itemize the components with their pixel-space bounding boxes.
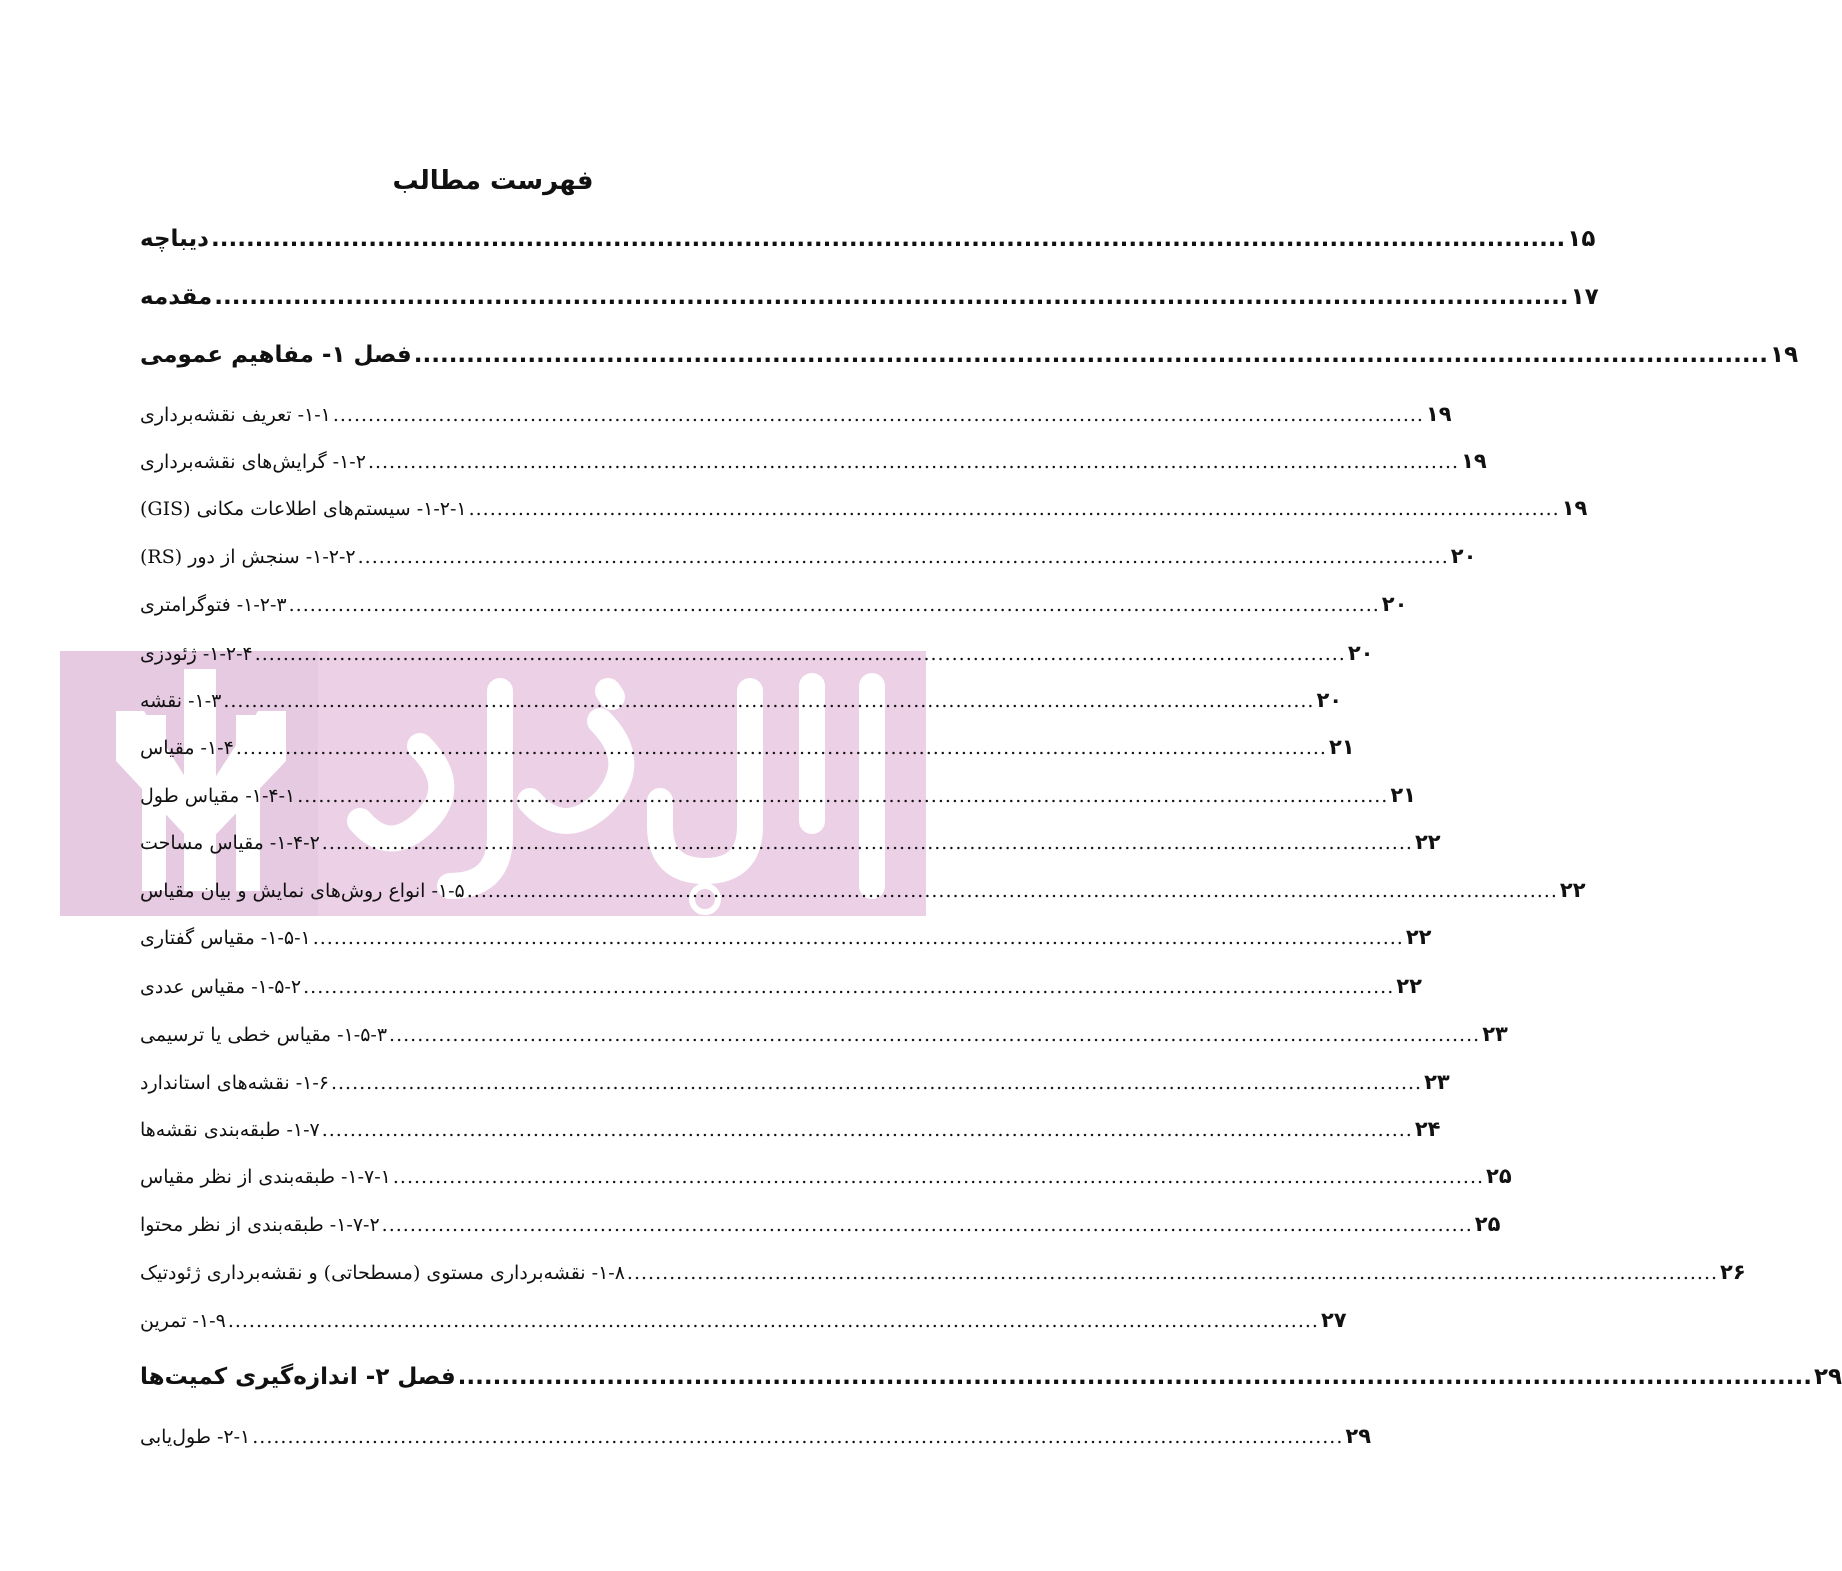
- toc-entry-chapter-1[interactable]: [140, 342, 1799, 376]
- toc-entry-section-1-9[interactable]: [140, 1308, 1347, 1342]
- toc-entry-page: ۱۹: [1461, 449, 1487, 473]
- dot-leader: ...........................................................................................................................................................: [468, 498, 1560, 520]
- toc-entry-section-1-8[interactable]: [140, 1260, 1746, 1294]
- toc-entry-label: ۱-۲-۴- ژئودزی: [140, 643, 253, 665]
- toc-entry-page: ۲۰: [1450, 544, 1477, 568]
- toc-entry-label: ۱-۵-۲- مقیاس عددی: [140, 976, 302, 998]
- toc-entry-section-1-5-3[interactable]: [140, 1022, 1508, 1056]
- toc-entry-label: دیباچه: [140, 226, 209, 252]
- toc-entry-label: ۱-۱- تعریف نقشه‌برداری: [140, 404, 331, 426]
- toc-entry-page: ۱۷: [1570, 284, 1599, 310]
- toc-entry-page: ۲۳: [1482, 1022, 1508, 1046]
- dot-leader: ...........................................................................................................................................................: [211, 226, 1566, 252]
- toc-entry-section-1-5-1[interactable]: [140, 925, 1432, 959]
- toc-entry-page: ۲۲: [1414, 830, 1441, 854]
- dot-leader: ...........................................................................................................................................................: [457, 1364, 1812, 1390]
- toc-entry-label: ۱-۳- نقشه: [140, 690, 222, 712]
- toc-entry-label: ۱-۴- مقیاس: [140, 737, 234, 759]
- dot-leader: ...........................................................................................................................................................: [466, 880, 1558, 902]
- toc-entry-page: ۲۹: [1813, 1364, 1842, 1390]
- toc-entry-label: ۱-۵- انواع روش‌های نمایش و بیان مقیاس: [140, 880, 465, 902]
- dot-leader: ...........................................................................................................................................................: [214, 284, 1569, 310]
- toc-entry-section-1-6[interactable]: [140, 1070, 1450, 1104]
- toc-entry-section-1-4-1[interactable]: [140, 783, 1416, 817]
- toc-entry-label: ۱-۵-۱- مقیاس گفتاری: [140, 927, 311, 949]
- toc-entry-page: ۲۶: [1720, 1260, 1746, 1284]
- dot-leader: ...........................................................................................................................................................: [254, 643, 1346, 665]
- toc-entry-page: ۲۵: [1474, 1212, 1501, 1236]
- dot-leader: ...........................................................................................................................................................: [223, 690, 1315, 712]
- toc-entry-label: ۱-۷- طبقه‌بندی نقشه‌ها: [140, 1119, 320, 1141]
- toc-entry-page: ۲۰: [1347, 641, 1374, 665]
- toc-entry-label: ۱-۲-۲- سنجش از دور (RS): [140, 546, 356, 568]
- toc-entry-section-1-3[interactable]: [140, 688, 1343, 722]
- toc-entry-label: ۱-۶- نقشه‌های استاندارد: [140, 1072, 329, 1094]
- toc-entry-label: مقدمه: [140, 284, 213, 310]
- toc-entry-page: ۲۲: [1396, 974, 1422, 998]
- toc-entry-page: ۱۵: [1567, 226, 1596, 252]
- toc-entry-page: ۲۹: [1345, 1424, 1372, 1448]
- toc-entry-section-1-7-1[interactable]: [140, 1164, 1512, 1198]
- toc-entry-page: ۲۲: [1559, 878, 1586, 902]
- toc-entry-chapter-2[interactable]: [140, 1364, 1842, 1398]
- toc-entry-section-1-1[interactable]: [140, 402, 1452, 436]
- toc-entry-preface[interactable]: [140, 226, 1596, 260]
- toc-entry-section-1-2-3[interactable]: [140, 592, 1408, 626]
- toc-entry-section-1-5-2[interactable]: [140, 974, 1422, 1008]
- toc-entry-label: ۱-۲-۱- سیستم‌های اطلاعات مکانی (GIS): [140, 498, 467, 520]
- toc-entry-section-1-2-1[interactable]: [140, 496, 1588, 530]
- toc-entry-page: ۱۹: [1561, 496, 1588, 520]
- dot-leader: ...........................................................................................................................................................: [235, 737, 1327, 759]
- toc-entry-label: ۱-۹- تمرین: [140, 1310, 226, 1332]
- dot-leader: ...........................................................................................................................................................: [330, 1072, 1423, 1094]
- toc-entry-section-1-4-2[interactable]: [140, 830, 1441, 864]
- dot-leader: ...........................................................................................................................................................: [303, 976, 1395, 998]
- toc-entry-label: ۱-۲- گرایش‌های نقشه‌برداری: [140, 451, 366, 473]
- dot-leader: ...........................................................................................................................................................: [288, 594, 1380, 616]
- toc-entry-page: ۲۴: [1414, 1117, 1441, 1141]
- toc-entry-page: ۲۲: [1405, 925, 1432, 949]
- toc-entry-page: ۱۹: [1425, 402, 1452, 426]
- dot-leader: ...........................................................................................................................................................: [626, 1262, 1719, 1284]
- toc-entry-label: فصل ۲- اندازه‌گیری کمیت‌ها: [140, 1364, 456, 1390]
- toc-entry-page: ۲۳: [1424, 1070, 1450, 1094]
- toc-entry-section-2-1[interactable]: [140, 1424, 1372, 1458]
- toc-entry-page: ۲۱: [1328, 735, 1355, 759]
- dot-leader: ...........................................................................................................................................................: [252, 1426, 1344, 1448]
- dot-leader: ...........................................................................................................................................................: [332, 404, 1424, 426]
- dot-leader: ...........................................................................................................................................................: [297, 785, 1389, 807]
- toc-entry-page: ۲۵: [1486, 1164, 1512, 1188]
- dot-leader: ...........................................................................................................................................................: [321, 832, 1413, 854]
- toc-entry-label: ۱-۴-۱- مقیاس طول: [140, 785, 296, 807]
- toc-entry-section-1-2-4[interactable]: [140, 641, 1374, 675]
- toc-entry-section-1-7-2[interactable]: [140, 1212, 1501, 1246]
- page-title: فهرست مطالب: [392, 166, 594, 196]
- toc-entry-section-1-7[interactable]: [140, 1117, 1441, 1151]
- toc-entry-page: ۱۹: [1770, 342, 1799, 368]
- dot-leader: ...........................................................................................................................................................: [367, 451, 1460, 473]
- toc-entry-page: ۲۱: [1390, 783, 1416, 807]
- dot-leader: ...........................................................................................................................................................: [357, 546, 1449, 568]
- toc-entry-page: ۲۷: [1320, 1308, 1347, 1332]
- toc-entry-introduction[interactable]: [140, 284, 1599, 318]
- dot-leader: ...........................................................................................................................................................: [413, 342, 1769, 368]
- toc-entry-label: ۱-۸- نقشه‌برداری مستوی (مسطحاتی) و نقشه‌برداری ژئودتیک: [140, 1262, 625, 1284]
- toc-entry-page: ۲۰: [1316, 688, 1343, 712]
- toc-entry-section-1-2[interactable]: [140, 449, 1487, 483]
- toc-entry-label: ۱-۴-۲- مقیاس مساحت: [140, 832, 320, 854]
- toc-entry-label: ۱-۷-۲- طبقه‌بندی از نظر محتوا: [140, 1214, 380, 1236]
- dot-leader: ...........................................................................................................................................................: [381, 1214, 1473, 1236]
- dot-leader: ...........................................................................................................................................................: [321, 1119, 1413, 1141]
- toc-entry-label: فصل ۱- مفاهیم عمومی: [140, 342, 412, 368]
- toc-entry-section-1-2-2[interactable]: [140, 544, 1477, 578]
- dot-leader: ...........................................................................................................................................................: [312, 927, 1404, 949]
- dot-leader: ...........................................................................................................................................................: [389, 1024, 1481, 1046]
- toc-entry-label: ۲-۱- طول‌یابی: [140, 1426, 251, 1448]
- dot-leader: ...........................................................................................................................................................: [392, 1166, 1485, 1188]
- toc-entry-section-1-5[interactable]: [140, 878, 1586, 912]
- toc-entry-page: ۲۰: [1381, 592, 1408, 616]
- dot-leader: ...........................................................................................................................................................: [227, 1310, 1319, 1332]
- toc-entry-section-1-4[interactable]: [140, 735, 1355, 769]
- toc-entry-label: ۱-۷-۱- طبقه‌بندی از نظر مقیاس: [140, 1166, 391, 1188]
- toc-entry-label: ۱-۵-۳- مقیاس خطی یا ترسیمی: [140, 1024, 388, 1046]
- toc-entry-label: ۱-۲-۳- فتوگرامتری: [140, 594, 287, 616]
